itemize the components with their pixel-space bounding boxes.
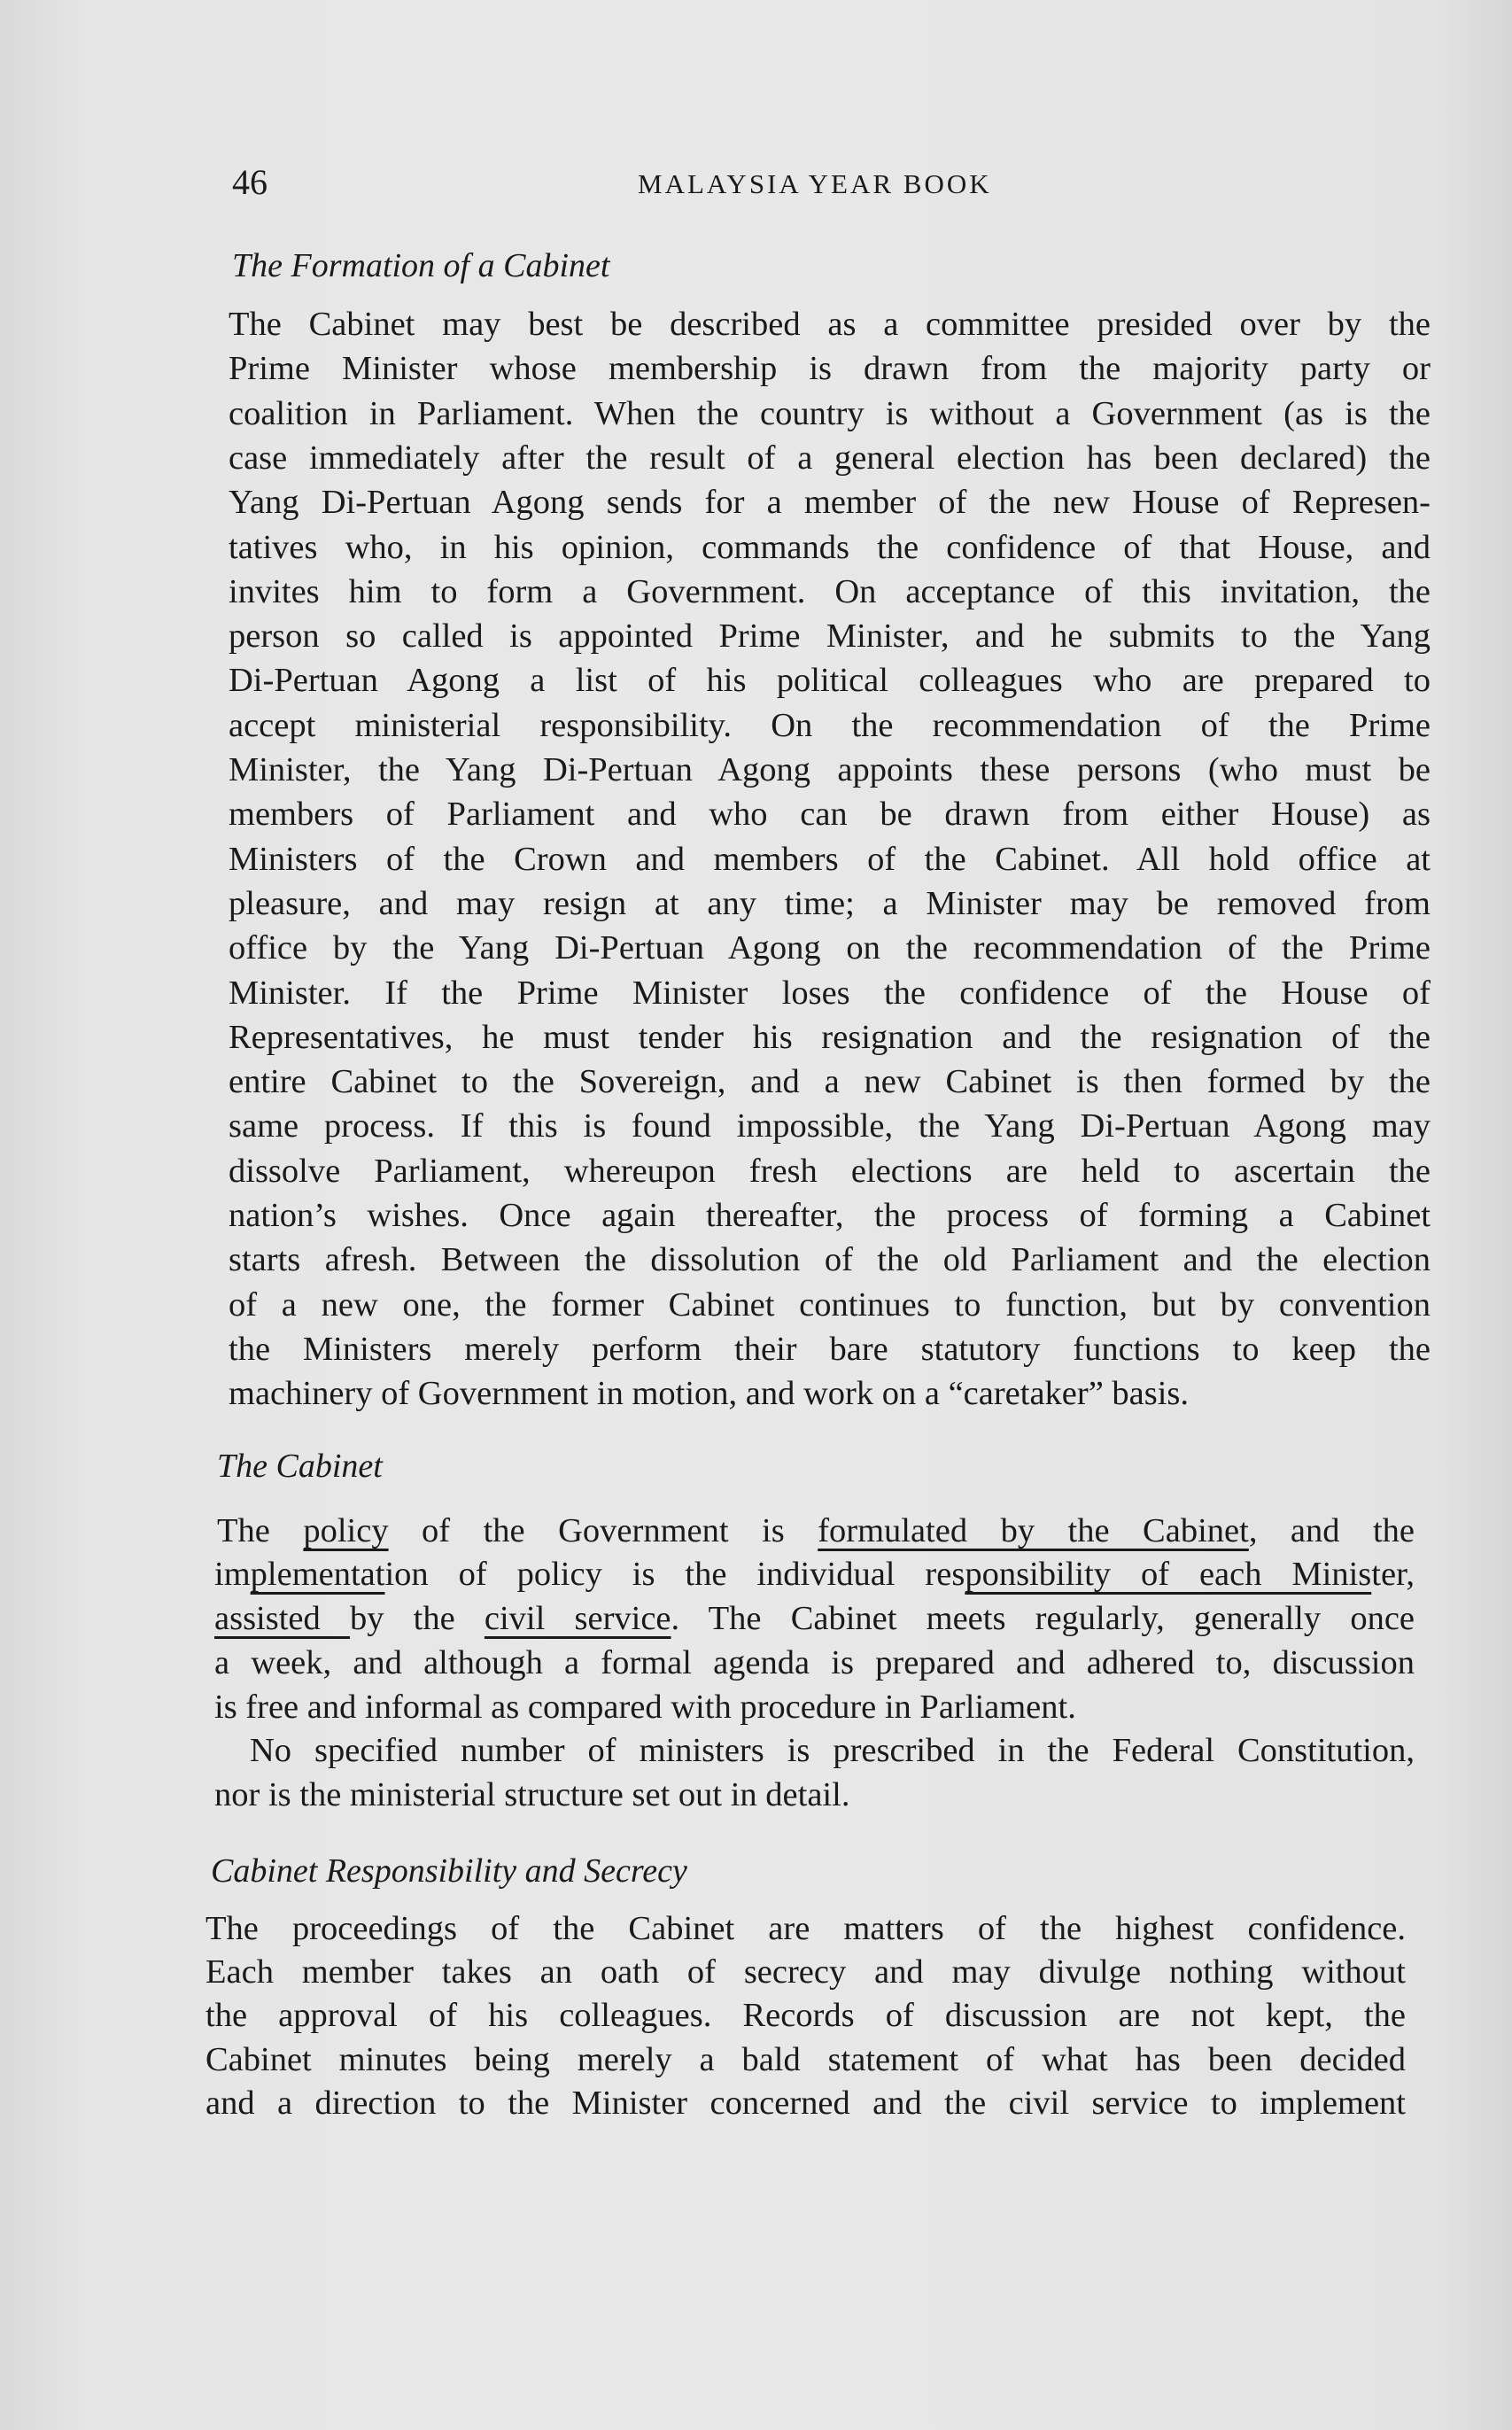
section-heading-formation: The Formation of a Cabinet [232, 247, 610, 284]
text: by the [349, 1600, 485, 1637]
paragraph-line: and a direction to the Minister concerned and the civil service to implement [205, 2084, 1406, 2122]
paragraph-line: nation’s wishes. Once again thereafter, the process of forming a Cabinet [229, 1197, 1431, 1234]
paragraph-line [217, 1510, 1415, 1551]
paragraph-line: Cabinet minutes being merely a bald statement of what has been decided [205, 2040, 1406, 2078]
text: of the Government is [388, 1512, 818, 1549]
paragraph-line: pleasure, and may resign at any time; a Minister may be removed from [229, 884, 1431, 922]
underlined-text: assisted [214, 1600, 350, 1637]
section-heading-cabinet: The Cabinet [217, 1448, 383, 1485]
underlined-text: civil service [484, 1600, 671, 1637]
paragraph-line: Yang Di-Pertuan Agong sends for a member of the new House of Represen- [229, 484, 1431, 522]
paragraph-line: is free and informal as compared with procedure in Parliament. [214, 1688, 1076, 1726]
paragraph-line: same process. If this is found impossible, the Yang Di-Pertuan Agong may [229, 1107, 1431, 1145]
paragraph-line: members of Parliament and who can be drawn from either House) as [229, 796, 1431, 834]
paragraph-line: No specified number of ministers is prescribed in the Federal Constitution, [250, 1732, 1415, 1769]
paragraph-line: dissolve Parliament, whereupon fresh elections are held to ascertain the [229, 1152, 1431, 1190]
paragraph-line: The Cabinet may best be described as a committee presided over by the [229, 306, 1431, 343]
text: The [217, 1512, 304, 1549]
section-heading-secrecy: Cabinet Responsibility and Secrecy [211, 1852, 687, 1890]
paragraph-line: accept ministerial responsibility. On the recommendation of the Prime [229, 706, 1431, 744]
paragraph-line [214, 1554, 1415, 1595]
paragraph-line: Ministers of the Crown and members of the Cabinet. All hold office at [229, 840, 1431, 878]
text: ter, [1371, 1556, 1415, 1593]
paragraph-line: Di-Pertuan Agong a list of his political colleagues who are prepared to [229, 662, 1431, 700]
paragraph-line: starts afresh. Between the dissolution of the old Parliament and the election [229, 1241, 1431, 1279]
paragraph-line: office by the Yang Di-Pertuan Agong on the recommendation of the Prime [229, 929, 1431, 967]
underlined-text: plementat [250, 1556, 385, 1593]
paragraph-line: a week, and although a formal agenda is prepared and adhered to, discussion [214, 1644, 1415, 1681]
paragraph-line: Representatives, he must tender his resignation and the resignation of the [229, 1018, 1431, 1056]
book-title: MALAYSIA YEAR BOOK [638, 168, 992, 199]
paragraph-line: Minister. If the Prime Minister loses the confidence of the House of [229, 974, 1431, 1012]
paragraph-line: machinery of Government in motion, and work on a “caretaker” basis. [229, 1375, 1190, 1413]
underlined-text: formulated by the Cabinet [818, 1512, 1249, 1549]
paragraph-line [214, 1598, 1415, 1639]
paragraph-line: coalition in Parliament. When the country is without a Government (as is the [229, 394, 1431, 432]
paragraph-line: invites him to form a Government. On acceptance of this invitation, the [229, 572, 1431, 610]
text: , and the [1248, 1512, 1415, 1549]
paragraph-line: Each member takes an oath of secrecy and may divulge nothing without [205, 1953, 1406, 1991]
paragraph-line: the approval of his colleagues. Records of discussion are not kept, the [205, 1997, 1406, 2035]
paragraph-line: The proceedings of the Cabinet are matters of the highest confidence. [205, 1910, 1406, 1947]
paragraph-line: person so called is appointed Prime Minister, and he submits to the Yang [229, 617, 1431, 656]
text: ion of policy is the individual res [384, 1556, 965, 1593]
page-number: 46 [232, 162, 268, 202]
underlined-text: policy [303, 1512, 389, 1549]
underlined-text: ponsibility of each Minis [965, 1556, 1372, 1593]
paragraph-line: nor is the ministerial structure set out in detail. [214, 1775, 850, 1813]
paragraph-line: of a new one, the former Cabinet continues to function, but by convention [229, 1285, 1431, 1324]
paragraph-line: tatives who, in his opinion, commands the confidence of that House, and [229, 528, 1431, 566]
paragraph-line: case immediately after the result of a general election has been declared) the [229, 439, 1431, 477]
paragraph-line: Prime Minister whose membership is drawn from the majority party or [229, 350, 1431, 388]
paragraph-line: entire Cabinet to the Sovereign, and a new Cabinet is then formed by the [229, 1063, 1431, 1101]
paragraph-line: the Ministers merely perform their bare statutory functions to keep the [229, 1330, 1431, 1368]
running-head [232, 161, 1423, 206]
text: . The Cabinet meets regularly, generally once [671, 1600, 1415, 1637]
text: im [214, 1556, 251, 1593]
paragraph-line: Minister, the Yang Di-Pertuan Agong appoints these persons (who must be [229, 751, 1431, 788]
